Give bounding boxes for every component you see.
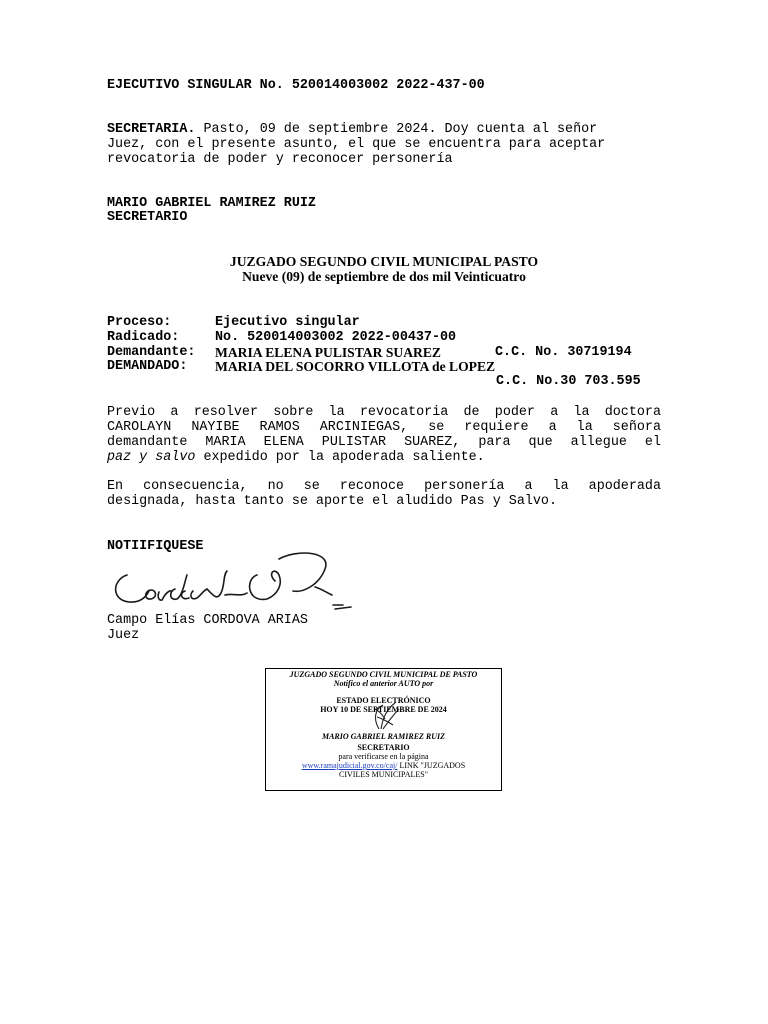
paragraph-line: demandante MARIA ELENA PULISTAR SUAREZ, para que allegue el <box>107 435 661 450</box>
secretaria-text-1: Pasto, 09 de septiembre 2024. Doy cuenta al señor <box>195 122 598 137</box>
proceso-label: Proceso: <box>107 315 172 330</box>
demandante-cc: C.C. No. 30719194 <box>495 345 632 360</box>
paragraph-line: Previo a resolver sobre la revocatoria de poder a la doctora <box>107 405 661 420</box>
judge-name: Campo Elías CORDOVA ARIAS <box>107 613 308 628</box>
demandante-label: Demandante: <box>107 345 196 360</box>
judge-signature <box>107 545 357 615</box>
notify-label: NOTIIFIQUESE <box>107 539 204 554</box>
demandado-value: MARIA DEL SOCORRO VILLOTA de LOPEZ <box>215 359 496 374</box>
secretaria-label: SECRETARIA. <box>107 122 196 137</box>
paragraph-previo <box>107 405 661 465</box>
paz-y-salvo-italic: paz y salvo <box>107 450 196 465</box>
secretaria-line-1 <box>107 122 597 138</box>
proceso-value: Ejecutivo singular <box>215 315 360 330</box>
stamp-estado: ESTADO ELECTRÓNICO <box>336 696 431 705</box>
stamp-notice: Notifico el anterior AUTO por <box>333 679 434 688</box>
demandado-cc: C.C. No.30 703.595 <box>496 374 641 389</box>
demandante-value: MARIA ELENA PULISTAR SUAREZ <box>215 345 441 360</box>
stamp-secretary-name: MARIO GABRIEL RAMIREZ RUIZ <box>321 732 446 741</box>
secretaria-line-3: revocatoria de poder y reconocer personería <box>107 152 453 167</box>
judge-title: Juez <box>107 628 140 643</box>
paragraph-line <box>107 450 661 465</box>
court-date: Nueve (09) de septiembre de dos mil Veinticuatro <box>242 269 526 284</box>
paragraph-line-rest: expedido por la apoderada saliente. <box>195 450 485 465</box>
court-name: JUZGADO SEGUNDO CIVIL MUNICIPAL PASTO <box>229 254 539 269</box>
stamp-civiles: CIVILES MUNICIPALES" <box>339 770 428 779</box>
paragraph-line: En consecuencia, no se reconoce personería a la apoderada <box>107 479 661 494</box>
case-number-header: EJECUTIVO SINGULAR No. 520014003002 2022-437-00 <box>107 78 485 93</box>
stamp-link-rest: LINK "JUZGADOS <box>397 761 466 770</box>
electronic-notification-stamp <box>265 668 502 791</box>
secretaria-line-2: Juez, con el presente asunto, el que se encuentra para aceptar <box>107 137 606 152</box>
secretary-name: MARIO GABRIEL RAMIREZ RUIZ <box>107 196 316 211</box>
paragraph-consecuencia <box>107 479 661 509</box>
stamp-date: HOY 10 DE SEPTIEMBRE DE 2024 <box>320 705 447 714</box>
paragraph-line: CAROLAYN NAYIBE RAMOS ARCINIEGAS, se requiere a la señora <box>107 420 661 435</box>
secretary-title: SECRETARIO <box>107 210 188 225</box>
radicado-label: Radicado: <box>107 330 180 345</box>
stamp-link-line <box>266 761 501 770</box>
rama-judicial-link[interactable]: www.ramajudicial.gov.co/caj/ <box>301 761 398 770</box>
stamp-court: JUZGADO SEGUNDO CIVIL MUNICIPAL DE PASTO <box>289 670 478 679</box>
stamp-verify: para verificarse en la página <box>338 752 429 761</box>
demandado-label: DEMANDADO: <box>107 359 188 374</box>
stamp-secretary-title: SECRETARIO <box>357 743 410 752</box>
paragraph-line: designada, hasta tanto se aporte el aludido Pas y Salvo. <box>107 494 557 509</box>
radicado-value: No. 520014003002 2022-00437-00 <box>215 330 457 345</box>
